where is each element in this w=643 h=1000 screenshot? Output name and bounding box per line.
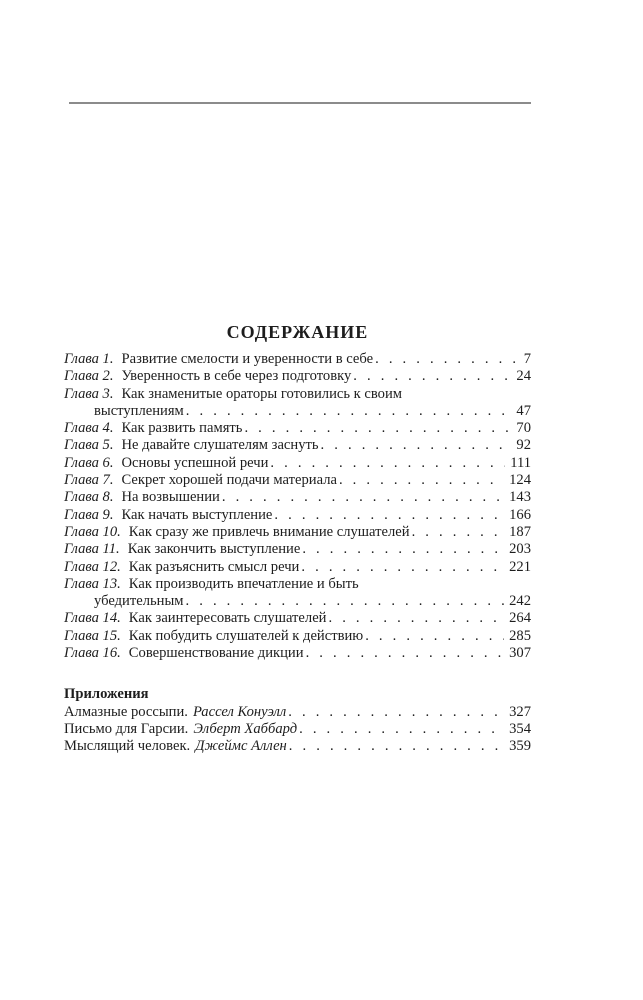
page-number: 203 (509, 541, 531, 558)
page-number: 111 (510, 454, 531, 471)
toc-entry (64, 420, 531, 437)
chapter-label: Глава 16. (64, 645, 121, 662)
toc-entry (64, 559, 531, 576)
page-number: 47 (516, 402, 531, 419)
chapter-label: Глава 13. (64, 575, 121, 592)
chapter-title: Как заинтересовать слушателей (128, 610, 327, 627)
toc-entry (64, 541, 531, 558)
toc-entry (64, 368, 531, 385)
dot-leader (375, 351, 519, 368)
dot-leader (365, 628, 504, 645)
appendix-entry (64, 721, 531, 738)
page-number: 354 (509, 720, 531, 737)
toc-entry (64, 610, 531, 627)
page-number: 7 (523, 351, 531, 367)
chapter-title: Как разъяснить смысл речи (128, 558, 300, 575)
chapter-label: Глава 12. (64, 558, 121, 575)
chapter-label: Глава 15. (64, 627, 121, 644)
chapter-title: Развитие смелости и уверенности в себе (121, 351, 374, 367)
chapter-label: Глава 3. (64, 385, 114, 402)
dot-leader (328, 610, 504, 627)
chapter-label: Глава 8. (64, 489, 114, 506)
dot-leader (186, 403, 512, 420)
dot-leader (222, 489, 504, 506)
chapter-title: Как сразу же привлечь внимание слушателей (128, 523, 410, 540)
toc-entry (64, 628, 531, 645)
page-number: 70 (516, 420, 531, 437)
chapter-title: Секрет хорошей подачи материала (121, 472, 337, 489)
toc-entry (64, 386, 531, 403)
chapter-label: Глава 4. (64, 420, 114, 437)
chapter-label: Глава 11. (64, 541, 120, 558)
page-number: 92 (516, 437, 531, 454)
chapter-title: Как закончить выступление (127, 541, 301, 558)
dot-leader (302, 541, 504, 558)
chapter-title: Как побудить слушателей к действию (128, 627, 364, 644)
dot-leader (270, 455, 505, 472)
table-of-contents (64, 351, 531, 756)
dot-leader (301, 559, 504, 576)
page-number: 143 (509, 489, 531, 506)
chapter-title: Совершенствование дикции (128, 645, 304, 662)
toc-entry (64, 455, 531, 472)
chapter-title: Как производить впечатление и быть (128, 575, 359, 592)
toc-entry (64, 351, 531, 368)
toc-entry (64, 472, 531, 489)
page-number: 124 (509, 472, 531, 489)
page-number: 187 (509, 523, 531, 540)
dot-leader (306, 645, 505, 662)
appendix-section-header: Приложения (64, 686, 149, 703)
toc-entry-continuation (64, 403, 531, 420)
dot-leader (186, 593, 505, 610)
toc-entry (64, 489, 531, 506)
chapter-title: Не давайте слушателям заснуть (121, 437, 319, 454)
chapter-label: Глава 1. (64, 351, 114, 367)
dot-leader (412, 524, 505, 541)
dot-leader (274, 507, 504, 524)
page-number: 327 (509, 703, 531, 720)
dot-leader (339, 472, 504, 489)
top-rule (69, 102, 531, 104)
page-number: 166 (509, 506, 531, 523)
appendix-title: Письмо для Гарсии. (64, 720, 189, 737)
appendix-author: Джеймс Аллен (195, 738, 287, 755)
toc-entry (64, 507, 531, 524)
chapter-label: Глава 14. (64, 610, 121, 627)
toc-entry (64, 576, 531, 593)
page-number: 359 (509, 738, 531, 755)
chapter-title-continuation: убедительным (94, 593, 184, 610)
dot-leader (299, 721, 504, 738)
chapter-title: Основы успешной речи (121, 454, 269, 471)
chapter-label: Глава 9. (64, 506, 114, 523)
toc-entry (64, 437, 531, 454)
dot-leader (353, 368, 511, 385)
appendix-title: Алмазные россыпи. (64, 703, 188, 720)
page-number: 264 (509, 610, 531, 627)
chapter-title: Как развить память (121, 420, 243, 437)
appendix-entry (64, 738, 531, 755)
chapter-title: Уверенность в себе через подготовку (121, 368, 352, 385)
page-title: СОДЕРЖАНИЕ (226, 322, 369, 343)
chapter-label: Глава 5. (64, 437, 114, 454)
chapter-label: Глава 6. (64, 454, 114, 471)
page-number: 24 (516, 368, 531, 385)
chapter-label: Глава 2. (64, 368, 114, 385)
chapter-label: Глава 10. (64, 523, 121, 540)
page-number: 221 (509, 558, 531, 575)
page-number: 307 (509, 645, 531, 662)
appendix-author: Элберт Хаббард (193, 720, 298, 737)
toc-entry (64, 524, 531, 541)
dot-leader (321, 437, 512, 454)
dot-leader (288, 704, 504, 721)
chapter-title: Как начать выступление (121, 506, 273, 523)
toc-entry (64, 645, 531, 662)
page-number: 242 (509, 593, 531, 610)
chapter-title: Как знаменитые ораторы готовились к своим (121, 385, 403, 402)
chapter-label: Глава 7. (64, 472, 114, 489)
chapter-title-continuation: выступлениям (94, 402, 184, 419)
dot-leader (244, 420, 511, 437)
appendix-entry (64, 704, 531, 721)
toc-entry-continuation (64, 593, 531, 610)
page-number: 285 (509, 627, 531, 644)
appendix-author: Рассел Конуэлл (192, 703, 287, 720)
appendix-title: Мыслящий человек. (64, 738, 191, 755)
chapter-title: На возвышении (121, 489, 220, 506)
dot-leader (289, 738, 504, 755)
